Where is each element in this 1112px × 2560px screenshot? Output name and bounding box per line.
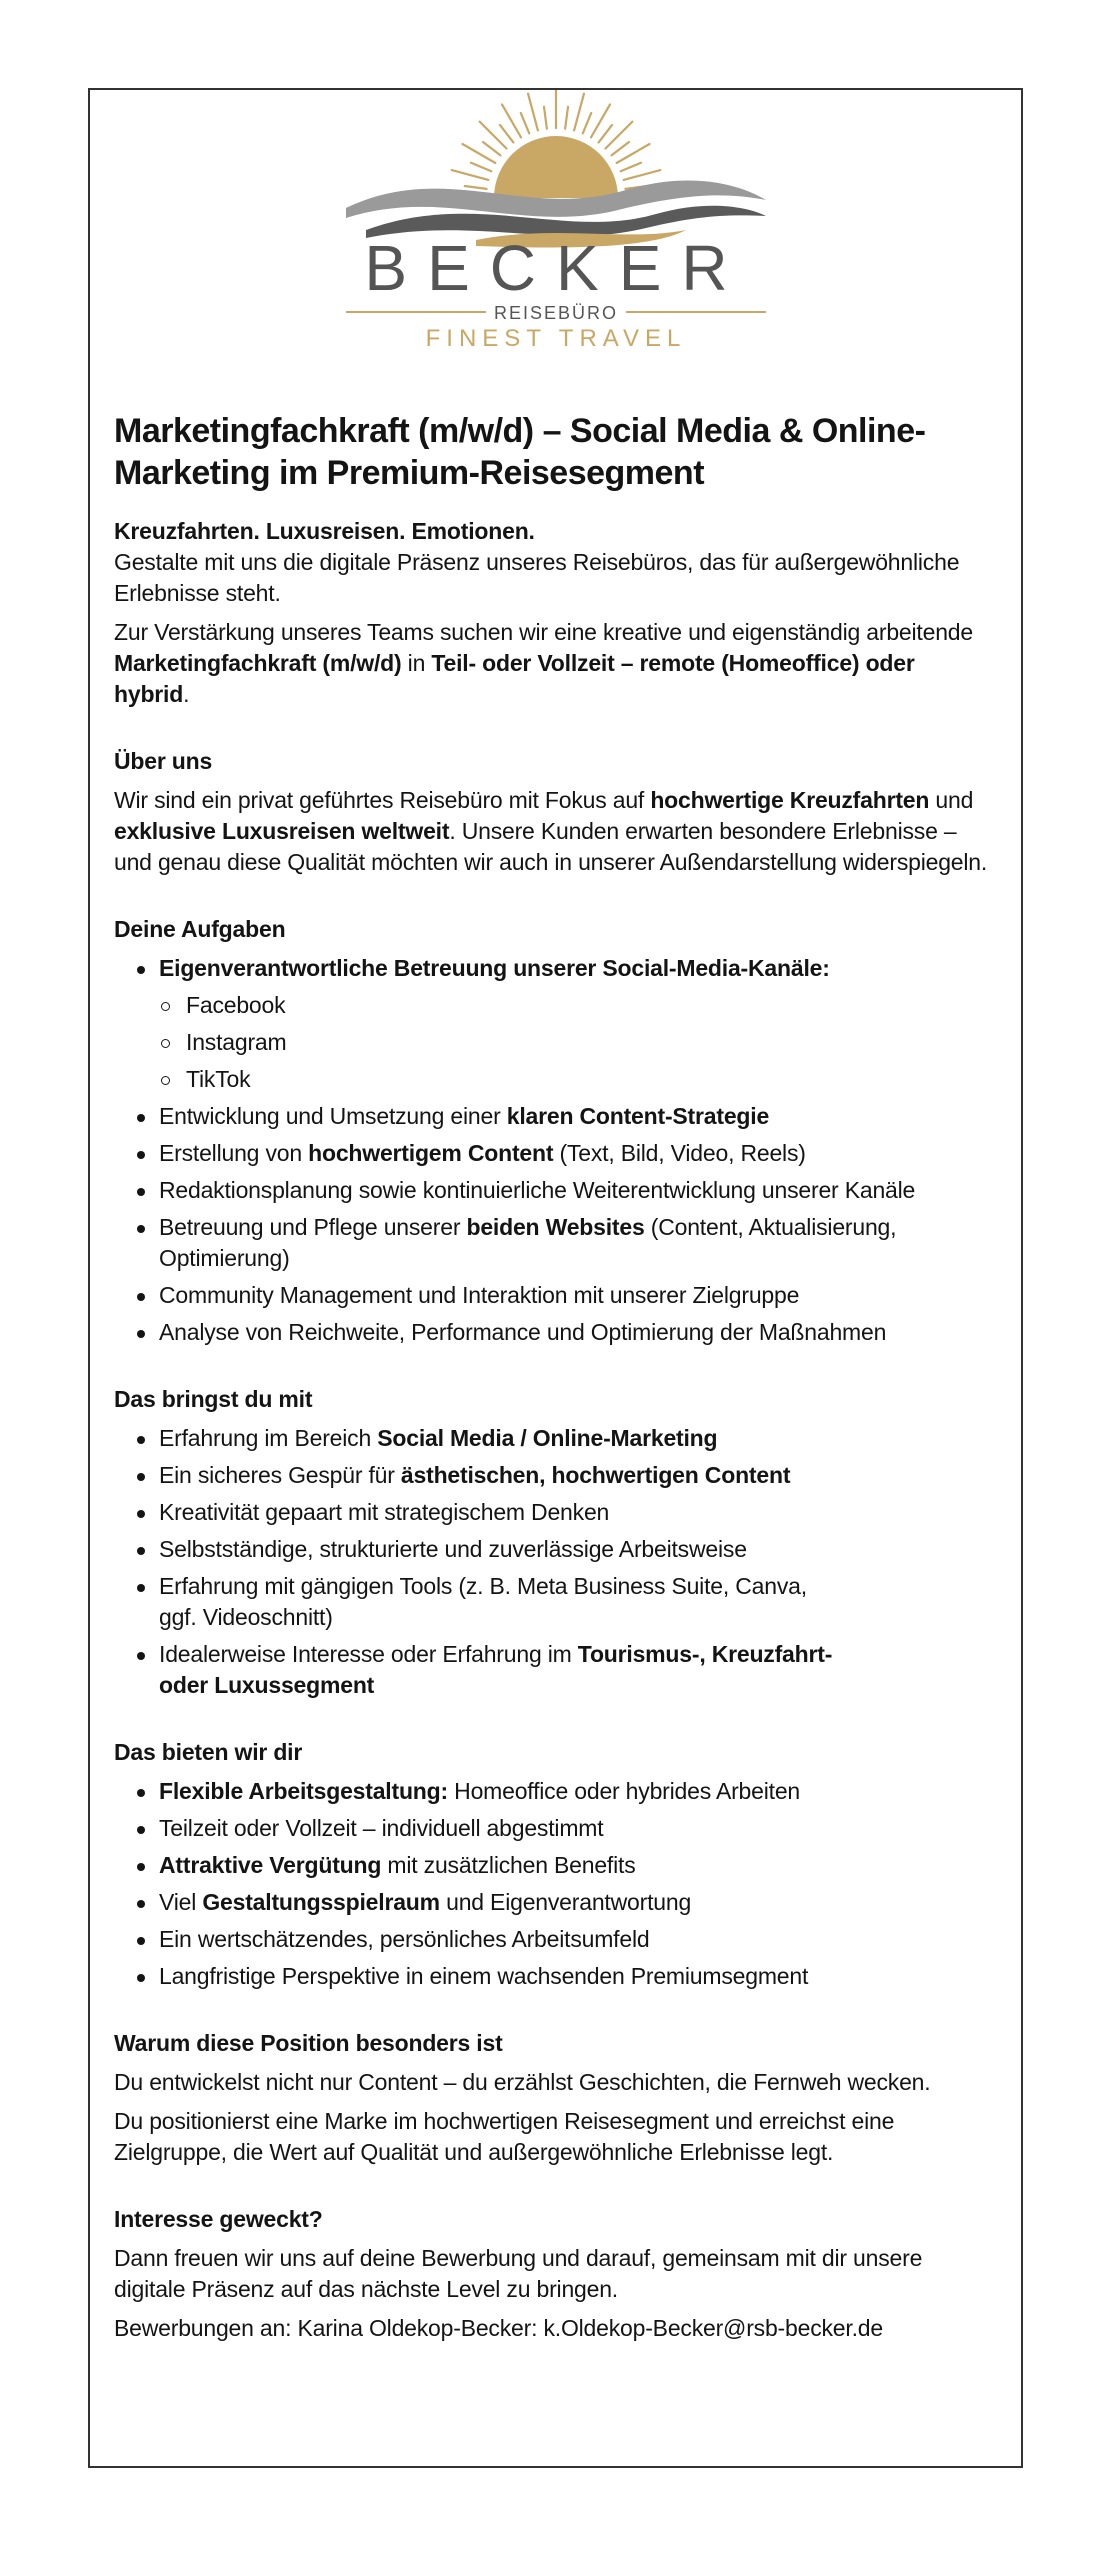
list-item: Idealerweise Interesse oder Erfahrung im Tourismus-, Kreuzfahrt- oder Luxussegment <box>159 1639 859 1701</box>
sun-ray <box>471 163 491 171</box>
interest-section <box>114 2204 994 2344</box>
channels-list <box>159 990 994 1095</box>
sun-ray <box>582 113 590 133</box>
sun-ray <box>598 125 611 142</box>
list-item: Langfristige Perspektive in einem wachsenden Premiumsegment <box>159 1961 994 1992</box>
about-section <box>114 746 994 878</box>
interest-text: Dann freuen wir uns auf deine Bewerbung und darauf, gemeinsam mit dir unsere digitale Präsenz auf das nächste Level zu bringen. <box>114 2245 923 2302</box>
list-item: Betreuung und Pflege unserer beiden Websites (Content, Aktualisierung, Optimierung) <box>159 1212 994 1274</box>
why-text-1: Du entwickelst nicht nur Content – du erzählst Geschichten, die Fernweh wecken. <box>114 2069 931 2095</box>
sun-ray <box>464 186 486 189</box>
ad-frame <box>88 88 1023 2468</box>
list-item: Ein sicheres Gespür für ästhetischen, hochwertigen Content <box>159 1460 994 1491</box>
job-title: Marketingfachkraft (m/w/d) – Social Media & Online-Marketing im Premium-Reisesegment <box>114 412 926 492</box>
sun-ray <box>611 142 628 155</box>
sun-ray <box>543 107 546 129</box>
tasks-heading: Deine Aufgaben <box>114 916 286 942</box>
list-item: Analyse von Reichweite, Performance und Optimierung der Maßnahmen <box>159 1317 994 1348</box>
list-item: Ein wertschätzendes, persönliches Arbeitsumfeld <box>159 1924 994 1955</box>
list-item: Eigenverantwortliche Betreuung unserer Social-Media-Kanäle: Facebook Instagram TikTok <box>159 953 994 1095</box>
list-item: Selbstständige, strukturierte und zuverlässige Arbeitsweise <box>159 1534 994 1565</box>
about-heading: Über uns <box>114 748 213 774</box>
profile-section <box>114 1384 994 1701</box>
list-item: Attraktive Vergütung mit zusätzlichen Benefits <box>159 1850 994 1881</box>
profile-heading: Das bringst du mit <box>114 1386 313 1412</box>
intro-line: Gestalte mit uns die digitale Präsenz unseres Reisebüros, das für außergewöhnliche Erlebnisse steht. <box>114 549 960 606</box>
logo-subtitle: REISEBÜRO <box>493 303 618 323</box>
interest-heading: Interesse geweckt? <box>114 2206 323 2232</box>
channel-facebook: Facebook <box>186 990 994 1021</box>
list-item: Erfahrung im Bereich Social Media / Online-Marketing <box>159 1423 994 1454</box>
tasks-list <box>114 953 994 1348</box>
sun-ray <box>479 122 506 149</box>
sun-ray <box>623 170 660 180</box>
sun-ray <box>565 107 568 129</box>
sun-ray <box>620 163 640 171</box>
intro-headline: Kreuzfahrten. Luxusreisen. Emotionen. <box>114 518 535 544</box>
sun-logo-icon <box>326 90 786 350</box>
list-item: Redaktionsplanung sowie kontinuierliche Weiterentwicklung unserer Kanäle <box>159 1175 994 1206</box>
sun-ray <box>499 125 512 142</box>
list-item: Teilzeit oder Vollzeit – individuell abgestimmt <box>159 1813 994 1844</box>
offer-section <box>114 1737 994 1992</box>
list-item: Flexible Arbeitsgestaltung: Homeoffice oder hybrides Arbeiten <box>159 1776 994 1807</box>
sun-ray <box>451 170 488 180</box>
job-ad-content <box>114 410 994 2352</box>
becker-logo <box>90 90 1021 380</box>
channel-tiktok: TikTok <box>186 1064 994 1095</box>
list-item: Viel Gestaltungsspielraum und Eigenverantwortung <box>159 1887 994 1918</box>
sun-ray <box>528 94 538 131</box>
logo-tagline: FINEST TRAVEL <box>425 325 686 350</box>
about-text: Wir sind ein privat geführtes Reisebüro mit Fokus auf hochwertige Kreuzfahrten und exklusive Luxusreisen weltweit. Unsere Kunden erwarten besondere Erlebnisse – und genau diese Qualität möchten wir auch in unserer Außendarstellung widerspiegeln. <box>114 787 988 875</box>
list-item: Erstellung von hochwertigem Content (Text, Bild, Video, Reels) <box>159 1138 994 1169</box>
profile-list <box>114 1423 994 1701</box>
sun-ray <box>574 94 584 131</box>
offer-list <box>114 1776 994 1992</box>
why-text-2: Du positionierst eine Marke im hochwertigen Reisesegment und erreichst eine Zielgruppe, die Wert auf Qualität und außergewöhnliche Erlebnisse legt. <box>114 2108 895 2165</box>
list-item: Entwicklung und Umsetzung einer klaren Content-Strategie <box>159 1101 994 1132</box>
intro-section <box>114 516 994 710</box>
list-item: Erfahrung mit gängigen Tools (z. B. Meta Business Suite, Canva, ggf. Videoschnitt) <box>159 1571 839 1633</box>
sun-ray <box>483 142 500 155</box>
list-item: Community Management und Interaktion mit unserer Zielgruppe <box>159 1280 994 1311</box>
why-heading: Warum diese Position besonders ist <box>114 2030 503 2056</box>
contact-line: Bewerbungen an: Karina Oldekop-Becker: k.Oldekop-Becker@rsb-becker.de <box>114 2315 883 2341</box>
channel-instagram: Instagram <box>186 1027 994 1058</box>
sun-ray <box>605 122 632 149</box>
intro-paragraph: Zur Verstärkung unseres Teams suchen wir eine kreative und eigenständig arbeitende Marketingfachkraft (m/w/d) in Teil- oder Vollzeit – remote (Homeoffice) oder hybrid. <box>114 619 973 707</box>
logo-brand: BECKER <box>363 232 748 304</box>
sun-ray <box>520 113 528 133</box>
list-item: Kreativität gepaart mit strategischem Denken <box>159 1497 994 1528</box>
offer-heading: Das bieten wir dir <box>114 1739 303 1765</box>
tasks-section <box>114 914 994 1348</box>
why-section <box>114 2028 994 2168</box>
